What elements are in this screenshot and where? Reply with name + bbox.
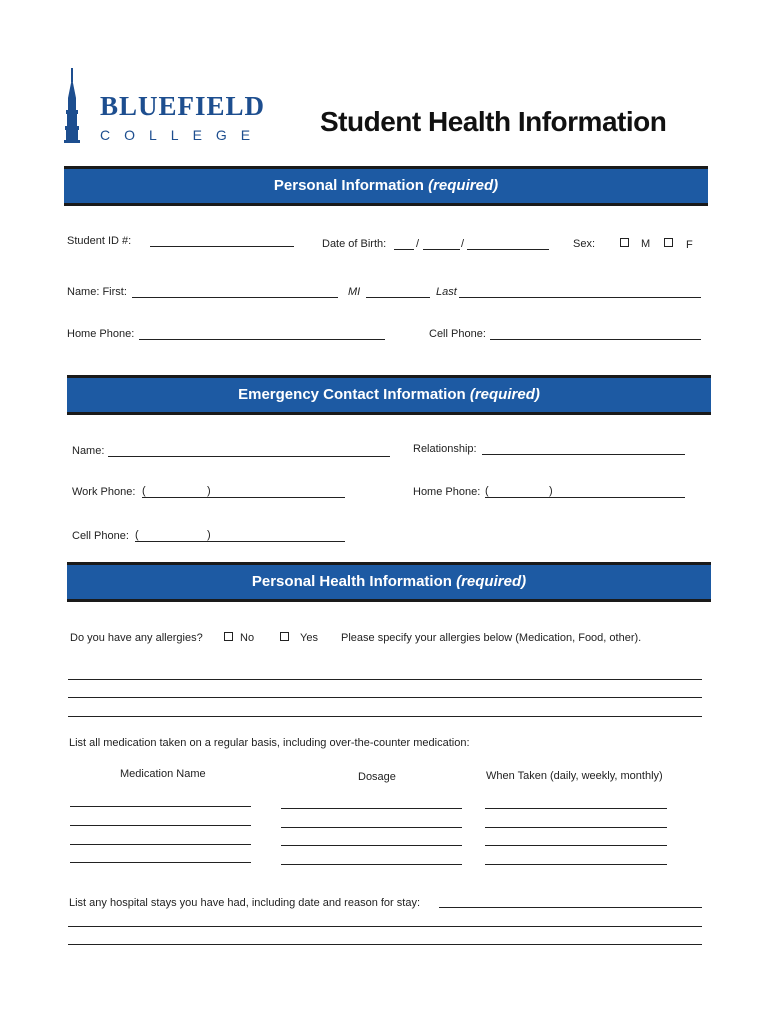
page-title: Student Health Information [320, 106, 667, 137]
medication-name-field[interactable] [70, 862, 251, 863]
medication-name-field[interactable] [70, 825, 251, 826]
emergency-home-phone-open-paren: ( [485, 485, 489, 497]
emergency-home-phone-label: Home Phone: [413, 486, 481, 498]
logo-wordmark: BLUEFIELD [100, 91, 266, 121]
mi-field[interactable] [366, 297, 430, 298]
allergies-no-checkbox[interactable] [224, 632, 233, 641]
emergency-name-label: Name: [72, 445, 105, 457]
medication-name-field[interactable] [70, 806, 251, 807]
personal-info-header [64, 166, 708, 206]
hospital-stays-line-2[interactable] [68, 926, 702, 927]
dosage-field[interactable] [281, 827, 462, 828]
dob-sep-1: / [416, 238, 420, 250]
hospital-stays-line-3[interactable] [68, 944, 702, 945]
relationship-label: Relationship: [413, 443, 477, 455]
health-heading: Personal Health Information [251, 573, 452, 590]
medication-name-header: Medication Name [120, 768, 206, 780]
sex-f-checkbox[interactable] [664, 238, 673, 247]
dob-label: Date of Birth: [322, 238, 387, 250]
allergies-line-2[interactable] [68, 697, 702, 698]
when-taken-field[interactable] [485, 864, 667, 865]
emergency-header [67, 375, 711, 415]
sex-label: Sex: [573, 238, 596, 250]
allergies-question: Do you have any allergies? [70, 632, 203, 644]
sex-m-label: M [641, 238, 651, 250]
emergency-cell-phone-label: Cell Phone: [72, 530, 129, 542]
home-phone-label: Home Phone: [67, 328, 135, 340]
allergies-line-3[interactable] [68, 716, 702, 717]
dob-month-field[interactable] [394, 249, 414, 250]
personal-info-required: (required) [428, 177, 499, 194]
dosage-field[interactable] [281, 864, 462, 865]
emergency-heading: Emergency Contact Information [238, 386, 466, 403]
dob-year-field[interactable] [467, 249, 549, 250]
name-first-label [67, 286, 127, 298]
emergency-required: (required) [469, 386, 540, 403]
allergies-yes-checkbox[interactable] [280, 632, 289, 641]
home-phone-field[interactable] [139, 339, 385, 340]
cell-phone-field[interactable] [490, 339, 701, 340]
sex-f-label: F [686, 239, 693, 251]
hospital-stays-field[interactable] [439, 907, 702, 908]
when-taken-field[interactable] [485, 845, 667, 846]
medication-intro: List all medication taken on a regular basis, including over-the-counter medication: [69, 737, 470, 749]
emergency-home-phone-close-paren: ) [549, 485, 553, 497]
first-name-field[interactable] [132, 297, 338, 298]
work-phone-close-paren: ) [207, 485, 211, 497]
name-first-text: Name: First: [67, 286, 127, 298]
medication-name-field[interactable] [70, 844, 251, 845]
student-id-field[interactable] [150, 246, 294, 247]
allergies-line-1[interactable] [68, 679, 702, 680]
dob-day-field[interactable] [423, 249, 460, 250]
last-label: Last [436, 286, 457, 298]
cell-phone-label: Cell Phone: [429, 328, 486, 340]
emergency-name-field[interactable] [108, 456, 390, 457]
hospital-stays-label: List any hospital stays you have had, including date and reason for stay: [69, 897, 420, 909]
logo-subtitle: COLLEGE [100, 127, 265, 143]
mi-label: MI [348, 286, 361, 298]
emergency-cell-open-paren: ( [135, 529, 139, 541]
allergies-no-label: No [240, 632, 255, 644]
when-taken-field[interactable] [485, 808, 667, 809]
emergency-home-phone-field[interactable] [485, 497, 685, 498]
emergency-cell-phone-field[interactable] [135, 541, 345, 542]
work-phone-open-paren: ( [142, 485, 146, 497]
dosage-field[interactable] [281, 808, 462, 809]
work-phone-label: Work Phone: [72, 486, 136, 498]
emergency-cell-close-paren: ) [207, 529, 211, 541]
work-phone-field[interactable] [142, 497, 345, 498]
dosage-field[interactable] [281, 845, 462, 846]
dob-sep-2: / [461, 238, 465, 250]
when-taken-field[interactable] [485, 827, 667, 828]
sex-m-checkbox[interactable] [620, 238, 629, 247]
dosage-header: Dosage [358, 771, 396, 783]
health-header [67, 562, 711, 602]
relationship-field[interactable] [482, 454, 685, 455]
student-id-label: Student ID #: [67, 235, 132, 247]
when-taken-header: When Taken (daily, weekly, monthly) [486, 770, 663, 782]
health-required: (required) [456, 573, 527, 590]
allergies-yes-label: Yes [300, 632, 318, 644]
allergies-specify-text: Please specify your allergies below (Medication, Food, other). [341, 632, 642, 644]
personal-info-heading: Personal Information [273, 177, 424, 194]
last-name-field[interactable] [459, 297, 701, 298]
